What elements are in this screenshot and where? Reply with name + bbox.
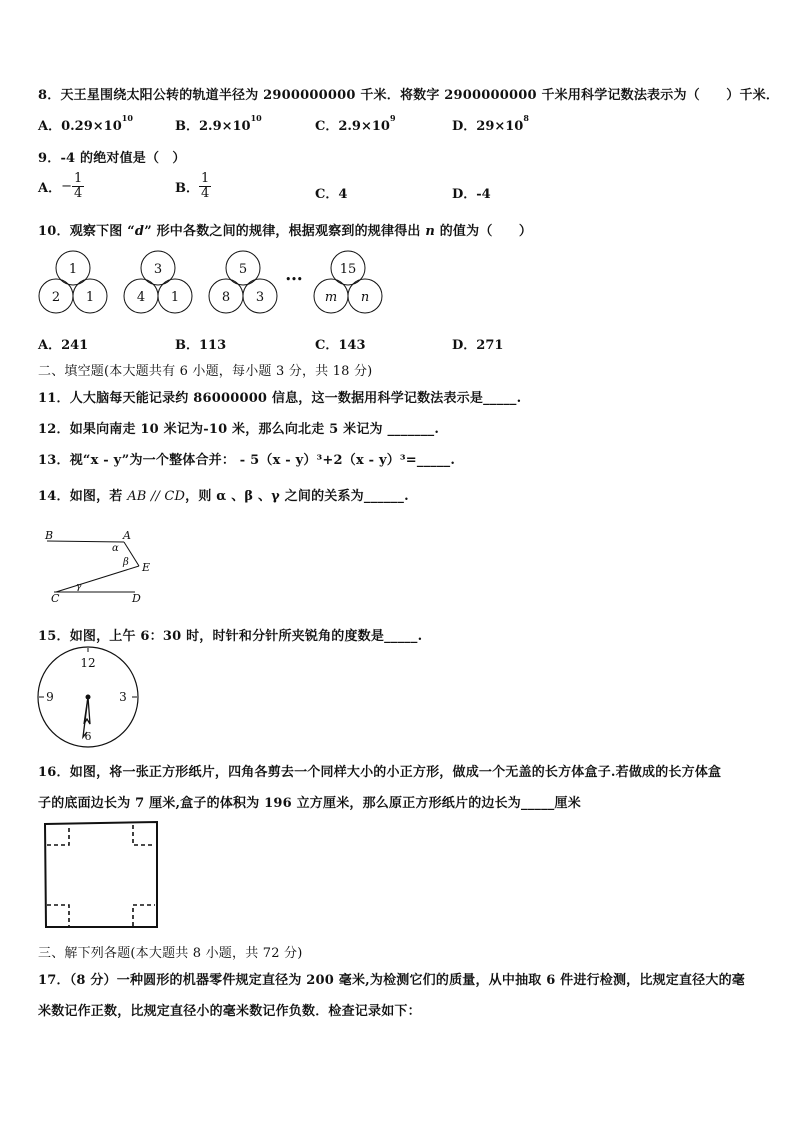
q10-g2-left: 4	[136, 290, 146, 305]
section-3-heading: 三、解下列各题(本大题共 8 小题，共 72 分)	[38, 946, 303, 961]
q11: 11．人大脑每天能记录约 86000000 信息，这一数据用科学记数法表示是_____.	[38, 391, 522, 406]
q9-option-a: A．− $\frac{1}{4}$	[38, 171, 83, 201]
q10-option-a: A．241	[38, 338, 89, 353]
q10-g4-right: n	[360, 290, 370, 305]
q10-option-c: C．143	[315, 338, 366, 353]
q16-line1: 16．如图，将一张正方形纸片，四角各剪去一个同样大小的小正方形，做成一个无盖的长方体盒子.若做成的长方体盒	[38, 765, 722, 780]
q10-g3-top: 5	[238, 262, 248, 277]
q9-option-d: D．-4	[452, 187, 491, 202]
q14-label-e: E	[142, 561, 151, 574]
q17-line2: 米数记作正数，比规定直径小的毫米数记作负数．检查记录如下：	[38, 1004, 421, 1019]
q10-g2-top: 3	[153, 262, 163, 277]
q14-label-gamma: γ	[76, 582, 82, 592]
q16-line2: 子的底面边长为 7 厘米,盒子的体积为 196 立方厘米，那么原正方形纸片的边长为_____厘米	[38, 796, 581, 811]
clock-12: 12	[80, 656, 96, 670]
clock-3: 3	[119, 690, 127, 704]
q10-g3-left: 8	[221, 290, 231, 305]
q17-line1: 17．（8 分）一种圆形的机器零件规定直径为 200 毫米,为检测它们的质量，从中抽取 6 件进行检测，比规定直径大的毫	[38, 973, 745, 988]
q14-label-d: D	[132, 592, 141, 605]
q10-g4-top: 15	[339, 262, 357, 277]
q14-label-a: A	[123, 529, 131, 542]
section-2-heading: 二、填空题(本大题共有 6 小题，每小题 3 分，共 18 分)	[38, 364, 373, 379]
q8-stem: 8．天王星围绕太阳公转的轨道半径为 2900000000 千米．将数字 2900000000 千米用科学记数法表示为（ ）千米．	[38, 88, 780, 103]
clock-6: 6	[84, 730, 92, 743]
q10-ellipsis: •••	[285, 275, 303, 285]
q14-label-c: C	[51, 592, 60, 605]
q10-option-d: D．271	[452, 338, 504, 353]
clock-9: 9	[46, 690, 54, 704]
q10-option-b: B．113	[175, 338, 227, 353]
q14-label-beta: β	[123, 557, 129, 568]
q14-label-b: B	[45, 529, 54, 542]
q8-option-d: D．$29\times 10^8$	[452, 113, 529, 134]
q9-option-c: C．4	[315, 187, 348, 202]
q8-option-b: B．$2.9\times 10^{10}$	[175, 113, 262, 134]
q15-stem: 15．如图，上午 6：30 时，时针和分针所夹锐角的度数是_____.	[38, 629, 423, 644]
q12: 12．如果向南走 10 米记为-10 米，那么向北走 5 米记为 _______.	[38, 422, 440, 437]
q10-g4-left: m	[324, 290, 338, 305]
q9-stem: 9．-4 的绝对值是（ ）	[38, 151, 186, 166]
q14-label-alpha: α	[112, 543, 119, 554]
q8-option-c: C．$2.9\times 10^9$	[315, 113, 396, 134]
q10-g2-right: 1	[170, 290, 180, 305]
q10-g1-top: 1	[68, 262, 78, 277]
q13: 13．视“x - y”为一个整体合并： - 5（x - y）³+2（x - y）³=_____.	[38, 453, 456, 468]
q8-option-a: A．$0.29\times 10^{10}$	[38, 113, 133, 134]
q10-g3-right: 3	[255, 290, 265, 305]
q14-stem: 14．如图，若 AB // CD，则 α 、β 、γ 之间的关系为______.	[38, 489, 409, 504]
q9-option-b: B． $\frac{1}{4}$	[175, 171, 210, 201]
q10-g1-right: 1	[85, 290, 95, 305]
q10-g1-left: 2	[51, 290, 61, 305]
q10-stem: 10．观察下图 “d” 形中各数之间的规律，根据观察到的规律得出 n 的值为（ ）	[38, 224, 533, 239]
